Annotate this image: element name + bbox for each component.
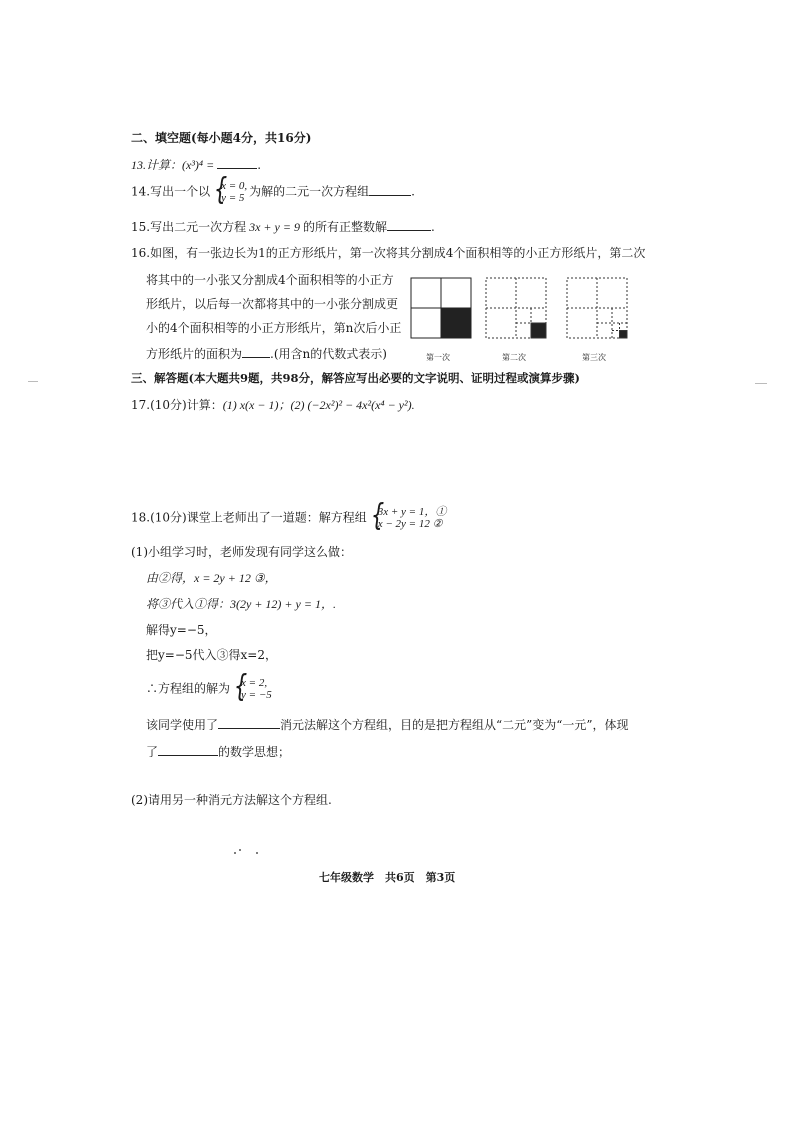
q18-fill4: 的数学思想；: [218, 745, 291, 759]
q16-line1: 16.如图，有一张边长为1的正方形纸片，第一次将其分割成4个面积相等的小正方形纸片，第二次: [131, 246, 646, 260]
q17-prefix: 17.(10分)计算：: [131, 398, 223, 412]
q18-part2: [131, 792, 332, 808]
question-16-line5: [146, 345, 387, 362]
question-15: 15.写出二元一次方程 3x + y = 9 的所有正整数解 .: [131, 220, 435, 234]
q15-prefix: 15.写出二元一次方程: [131, 220, 247, 234]
q16-line4: 小的4个面积相等的小正方形纸片，第n次后小正: [146, 321, 402, 335]
figure-second: [486, 278, 546, 338]
question-16-line4: [146, 320, 401, 336]
question-16-line2: [146, 272, 394, 288]
section-2-title: 二、填空题(每小题4分，共16分): [131, 131, 312, 145]
scan-speck: [239, 849, 241, 851]
section-2-heading: [131, 130, 311, 146]
q18-step2-text: 将③代入①得：3(2y + 12) + y = 1，.: [146, 597, 336, 611]
q18-sol1: { x = 2,: [241, 677, 268, 689]
q14-solution-system: [212, 180, 247, 204]
section-3-heading: [131, 370, 580, 386]
q18-step3-text: 解得y=−5，: [146, 623, 217, 637]
q14-row-y: y = 5: [221, 192, 245, 204]
q18-method-blank[interactable]: [218, 716, 280, 729]
q18-step2: [146, 596, 336, 612]
q18-part2-text: (2)请用另一种消元方法解这个方程组.: [131, 793, 332, 807]
figure-label-second: 第二次: [502, 353, 526, 362]
figure-first: [411, 278, 471, 338]
footer-text: 七年级数学 共6页 第3页: [319, 871, 456, 884]
q18-step3: [146, 622, 217, 638]
q16-line2: 将其中的一小张又分割成4个面积相等的小正方: [146, 273, 394, 287]
q18-step1: [146, 570, 277, 586]
q18-fill-line2: [146, 743, 290, 760]
q18-prefix: 18.(10分)课堂上老师出了一道题：解方程组: [131, 510, 367, 525]
q14-row-x: { x = 0,: [221, 180, 248, 192]
q16-line5b: .(用含n的代数式表示): [270, 347, 387, 361]
scan-line: [755, 383, 767, 384]
q14-answer-blank[interactable]: [369, 183, 411, 196]
q18-step5: [146, 677, 274, 701]
scan-speck: [234, 852, 236, 854]
q15-answer-blank[interactable]: [387, 218, 431, 231]
q15-equation: 3x + y = 9: [249, 220, 300, 234]
scan-speck: [256, 852, 258, 854]
page-footer: [319, 870, 455, 886]
q18-part1-text: (1)小组学习时，老师发现有同学这么做：: [131, 545, 352, 559]
q18-step4: [146, 647, 277, 663]
q18-equation-system: [369, 506, 447, 530]
q18-step4-text: 把y=−5代入③得x=2，: [146, 648, 277, 662]
q18-fill3: 了: [146, 745, 159, 759]
q18-step5-prefix: ∴方程组的解为: [146, 681, 231, 696]
q18-sol2: y = −5: [241, 689, 272, 701]
figure-label-third: 第三次: [582, 353, 606, 362]
figure-label-first: 第一次: [426, 353, 450, 362]
q18-step1-text: 由②得，x = 2y + 12 ③，: [146, 571, 277, 585]
question-13: 13.计算：(x³)⁴ = .: [131, 158, 262, 172]
q16-line5a: 方形纸片的面积为: [146, 347, 243, 361]
question-16-line1: [131, 245, 645, 261]
question-16-line3: [146, 296, 398, 312]
q18-part1: [131, 544, 352, 560]
question-17: [131, 397, 415, 413]
q14-prefix: 14.写出一个以: [131, 184, 211, 199]
q16-answer-blank[interactable]: [242, 345, 270, 358]
question-18: [131, 506, 448, 530]
q18-fill-line1: [146, 716, 629, 733]
q14-suffix: 为解的二元一次方程组: [249, 184, 370, 199]
q18-eq2: x − 2y = 12 ②: [377, 518, 443, 530]
figure-third: [567, 278, 627, 338]
scan-line: [28, 381, 38, 382]
q13-answer-blank[interactable]: [217, 156, 257, 169]
q13-text: 13.计算：(x³)⁴ =: [131, 158, 218, 172]
q18-solution-system: [232, 677, 272, 701]
q18-eq1: { 3x + y = 1，①: [377, 506, 447, 518]
question-14: 14.写出一个以 { x = 0, y = 5 为解的二元一次方程组 .: [131, 180, 415, 204]
q18-fill2: 消元法解这个方程组，目的是把方程组从“二元”变为“一元”，体现: [280, 718, 629, 732]
q15-suffix: 的所有正整数解: [302, 220, 387, 234]
q17-part1: (1) x(x − 1)；: [222, 398, 291, 412]
q18-fill1: 该同学使用了: [146, 718, 219, 732]
q18-thought-blank[interactable]: [158, 743, 218, 756]
section-3-title: 三、解答题(本大题共9题，共98分，解答应写出必要的文字说明、证明过程或演算步骤): [131, 371, 580, 385]
q16-line3: 形纸片，以后每一次都将其中的一小张分割成更: [146, 297, 399, 311]
q17-part2: (2) (−2x²)² − 4x²(x⁴ − y²).: [290, 398, 415, 412]
